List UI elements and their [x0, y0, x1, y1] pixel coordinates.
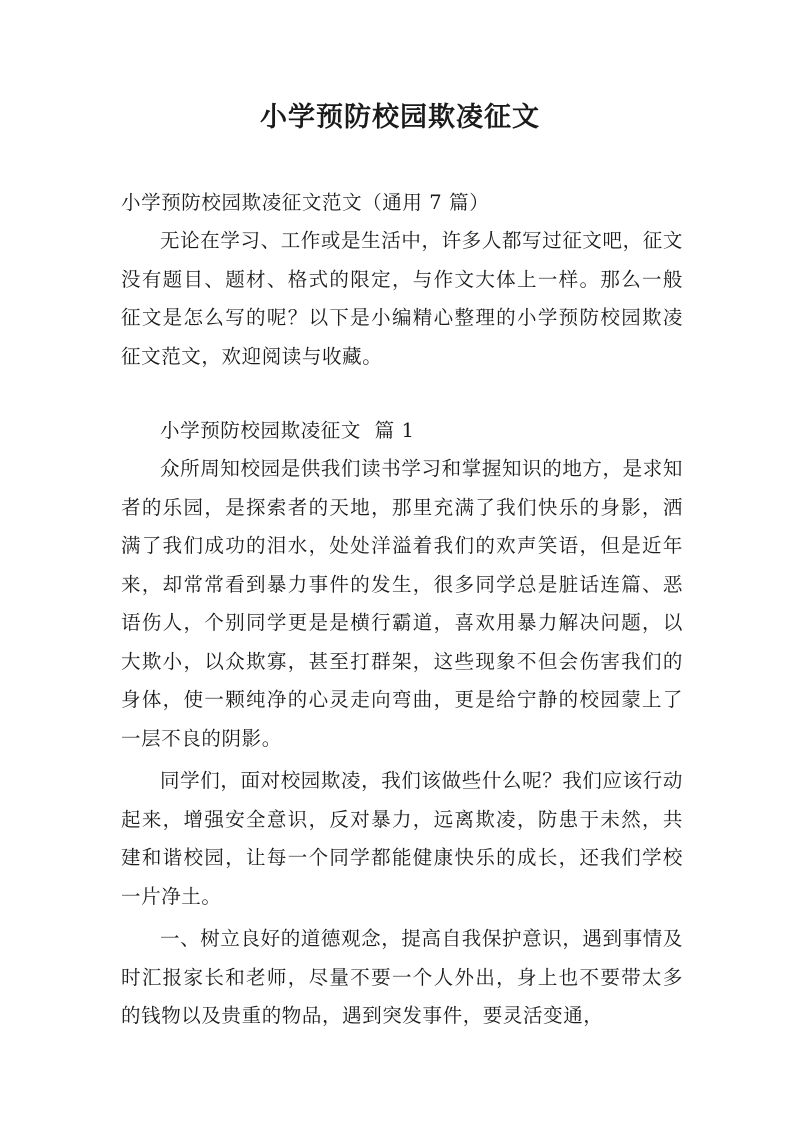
intro-paragraph [121, 222, 683, 376]
body-paragraph: 一、树立良好的道德观念，提高自我保护意识，遇到事情及时汇报家长和老师，尽量不要一个人外出，身上也不要带太多的钱物以及贵重的物品，遇到突发事件，要灵活变通， [121, 927, 683, 1027]
body-paragraph: 同学们，面对校园欺凌，我们该做些什么呢？我们应该行动起来，增强安全意识，反对暴力，远离欺凌，防患于未然，共建和谐校园，让每一个同学都能健康快乐的成长，还我们学校一片净土。 [121, 769, 683, 908]
intro-text: 无论在学习、工作或是生活中，许多人都写过征文吧，征文没有题目、题材、格式的限定，与作文大体上一样。那么一般征文是怎么写的呢？以下是小编精心整理的小学预防校园欺凌征文范文，欢迎阅读与收藏。 [121, 229, 683, 368]
section-heading [121, 412, 683, 451]
document-subtitle [121, 184, 683, 223]
section-heading-text: 小学预防校园欺凌征文 篇 1 [160, 419, 415, 442]
article-body [121, 450, 683, 1036]
subtitle-text: 小学预防校园欺凌征文范文（通用 7 篇） [121, 191, 490, 214]
body-paragraph: 众所周知校园是供我们读书学习和掌握知识的地方，是求知者的乐园，是探索者的天地，那里充满了我们快乐的身影，洒满了我们成功的泪水，处处洋溢着我们的欢声笑语，但是近年来，却常常看到暴力事件的发生，很多同学总是脏话连篇、恶语伤人，个别同学更是是横行霸道，喜欢用暴力解决问题，以大欺小，以众欺寡，甚至打群架，这些现象不但会伤害我们的身体，使一颗纯净的心灵走向弯曲，更是给宁静的校园蒙上了一层不良的阴影。 [121, 457, 683, 750]
document-title: 小学预防校园欺凌征文 [260, 102, 540, 133]
